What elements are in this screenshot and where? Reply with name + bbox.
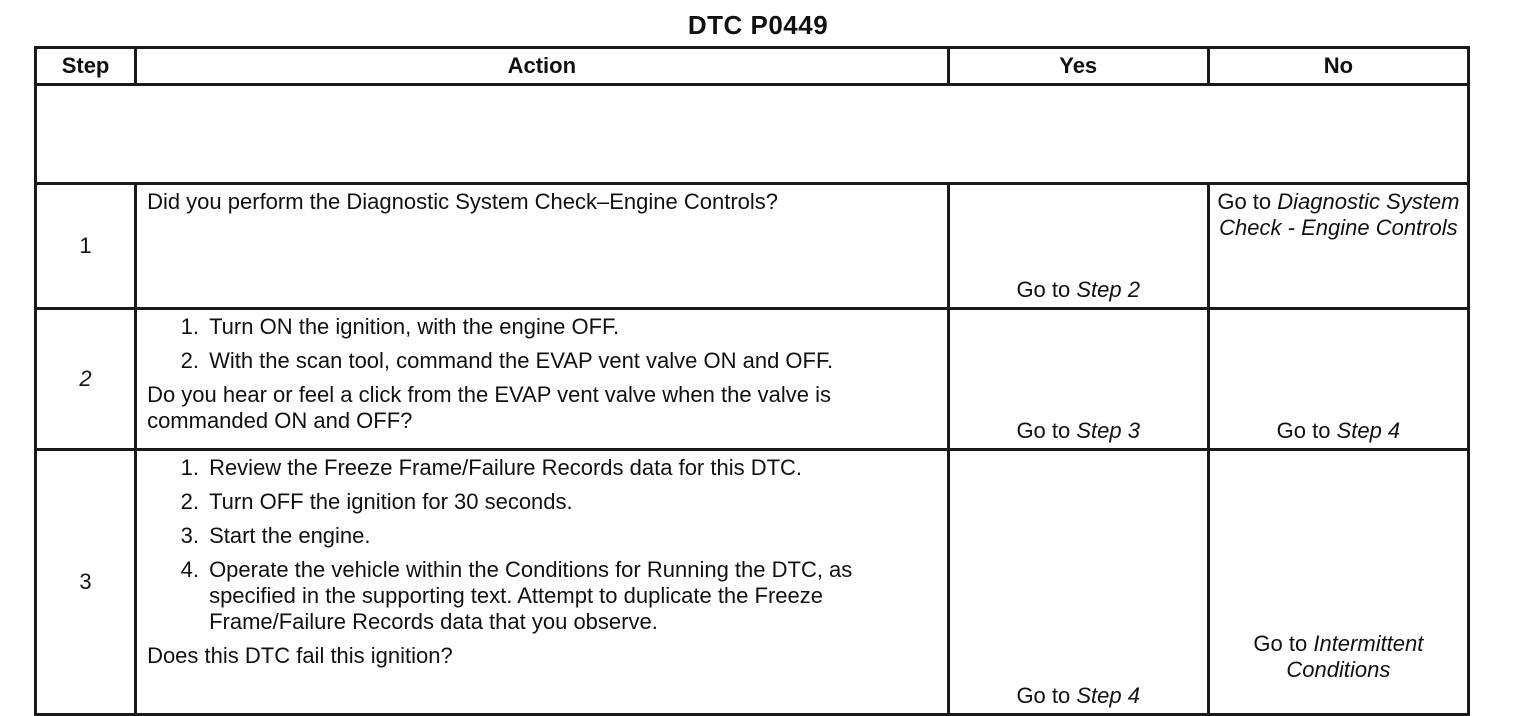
- yes-step-link: Step 4: [1076, 683, 1140, 708]
- action-question: Did you perform the Diagnostic System Check–Engine Controls?: [147, 189, 779, 214]
- page-title: DTC P0449: [687, 10, 829, 40]
- action-cell: [136, 450, 949, 715]
- action-step: 4. Operate the vehicle within the Conditions for Running the DTC, as specified in the supporting text. Attempt to duplicate the Freeze Frame/Failure Records data that you observe.: [205, 557, 939, 635]
- table-row: [36, 450, 1469, 715]
- blank-row: [36, 85, 1469, 184]
- yes-cell: [948, 184, 1208, 309]
- yes-cell: [948, 450, 1208, 715]
- no-cell: [1208, 309, 1468, 450]
- header-step: Step: [36, 48, 136, 85]
- action-question: Does this DTC fail this ignition?: [147, 643, 453, 668]
- step-number: 3: [36, 450, 136, 715]
- blank-cell: [36, 85, 1469, 184]
- action-step: 3. Start the engine.: [205, 523, 939, 549]
- header-row: [36, 48, 1469, 85]
- step-number: 1: [36, 184, 136, 309]
- action-step: 2. With the scan tool, command the EVAP vent valve ON and OFF.: [205, 348, 939, 374]
- no-prefix: Go to: [1217, 189, 1272, 214]
- header-yes: Yes: [948, 48, 1208, 85]
- action-question: Do you hear or feel a click from the EVAP vent valve when the valve is commanded ON and OFF?: [147, 382, 832, 433]
- action-step: 2. Turn OFF the ignition for 30 seconds.: [205, 489, 939, 515]
- no-cell: [1208, 450, 1468, 715]
- diagnostic-table: [34, 46, 1470, 716]
- no-ref-link: Intermittent Conditions: [1286, 631, 1424, 682]
- yes-step-link: Step 2: [1076, 277, 1140, 302]
- no-ref-link: Step 4: [1336, 418, 1401, 443]
- yes-prefix: Go to: [1016, 418, 1071, 443]
- action-cell: [136, 184, 949, 309]
- yes-cell: [948, 309, 1208, 450]
- yes-step-link: Step 3: [1076, 418, 1140, 443]
- yes-prefix: Go to: [1016, 277, 1071, 302]
- step-number: 2: [36, 309, 136, 450]
- header-action: Action: [136, 48, 949, 85]
- no-ref-link: Diagnostic System Check - Engine Controls: [1219, 189, 1460, 240]
- table-row: [36, 184, 1469, 309]
- yes-prefix: Go to: [1016, 683, 1071, 708]
- no-prefix: Go to: [1253, 631, 1308, 656]
- header-no: No: [1208, 48, 1468, 85]
- action-step: 1. Turn ON the ignition, with the engine OFF.: [205, 314, 939, 340]
- action-cell: [136, 309, 949, 450]
- no-cell: [1208, 184, 1468, 309]
- table-row: [36, 309, 1469, 450]
- action-step: 1. Review the Freeze Frame/Failure Records data for this DTC.: [205, 455, 939, 481]
- no-prefix: Go to: [1276, 418, 1331, 443]
- action-step-list: [147, 455, 939, 635]
- action-step-list: [147, 314, 939, 374]
